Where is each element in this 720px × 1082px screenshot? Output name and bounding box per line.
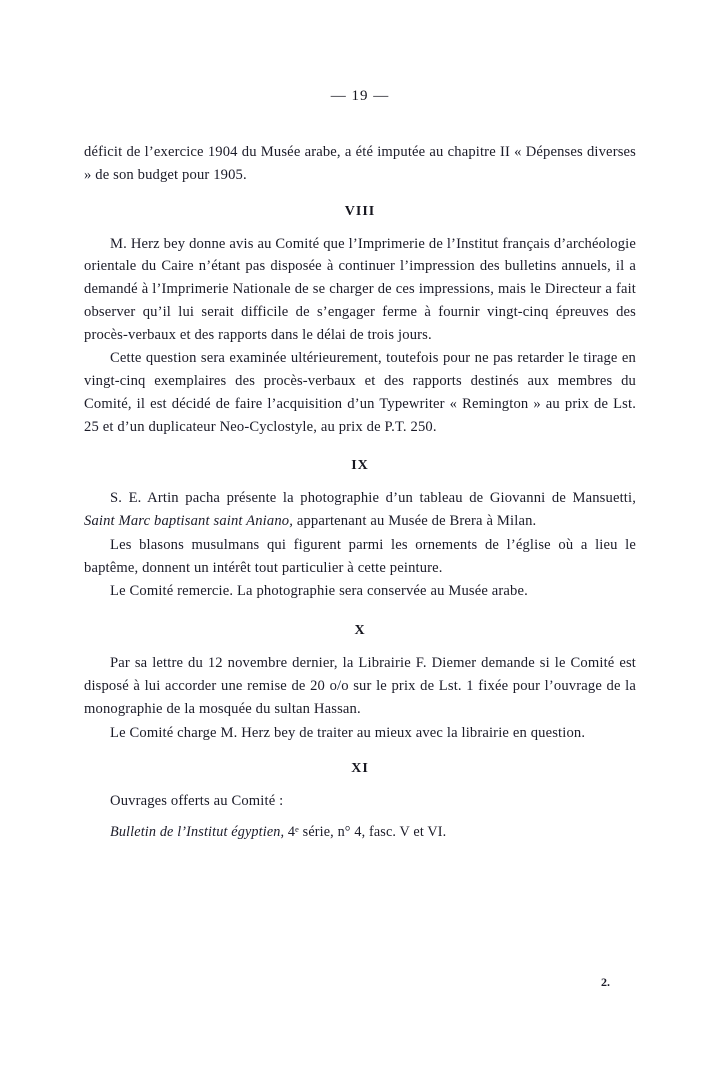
paragraph-ix-1-after: appartenant au Musée de Brera à Milan. [293, 513, 537, 530]
offered-work-details: 4ᵉ série, n° 4, fasc. V et VI. [284, 824, 447, 841]
signature-mark: 2. [601, 975, 610, 989]
offered-work-entry [110, 821, 636, 843]
section-heading-ix: IX [351, 458, 369, 474]
paragraph-xi-1: Ouvrages offerts au Comité : [110, 793, 284, 810]
paragraph-viii-2: Cette question sera examinée ultérieurement, toutefois pour ne pas retarder le tirage en vingt-cinq exemplaires des procès-verbaux et des rapports destinés aux membres du Comité, il est décidé de faire l’acquisition d’un Typewriter « Remington » au prix de Lst. 25 et d’un duplicateur Neo-Cyclostyle, au prix de P.T. 250. [84, 350, 636, 435]
paragraph-viii-1: M. Herz bey donne avis au Comité que l’Imprimerie de l’Institut français d’archéologie orientale du Caire n’étant pas disposée à continuer l’impression des bulletins annuels, il a demandé à l’Imprimerie Nationale de se charger de ces impressions, mais le Directeur a fait observer qu’il lui serait difficile de s’engager ferme à fournir vingt-cinq épreuves des procès-verbaux et des rapports dans le délai de trois jours. [84, 235, 636, 343]
paragraph-x-1: Par sa lettre du 12 novembre dernier, la Librairie F. Diemer demande si le Comité est disposé à lui accorder une remise de 20 o/o sur le prix de Lst. 1 fixée pour l’ouvrage de la monographie de la mosquée du sultan Hassan. [84, 655, 636, 717]
section-heading-viii: VIII [344, 203, 376, 219]
paragraph-ix-1-before: S. E. Artin pacha présente la photographie d’un tableau de Giovanni de Mansuetti, [110, 490, 636, 507]
artwork-title: Saint Marc baptisant saint Aniano, [84, 513, 294, 530]
paragraph-ix-1 [84, 487, 636, 533]
paragraph-x-2: Le Comité charge M. Herz bey de traiter au mieux avec la librairie en question. [110, 724, 586, 741]
paragraph-ix-2: Les blasons musulmans qui figurent parmi les ornements de l’église où a lieu le baptême, donnent un intérêt tout particulier à cette peinture. [84, 536, 636, 576]
offered-work-title: Bulletin de l’Institut égyptien, [110, 824, 285, 841]
section-heading-xi: XI [351, 761, 369, 777]
paragraph-continuation: déficit de l’exercice 1904 du Musée arabe, a été imputée au chapitre II « Dépenses diverses » de son budget pour 1905. [84, 144, 636, 183]
paragraph-ix-3: Le Comité remercie. La photographie sera conservée au Musée arabe. [110, 583, 528, 600]
page-number: — 19 — [330, 88, 390, 104]
section-heading-x: X [354, 623, 366, 639]
